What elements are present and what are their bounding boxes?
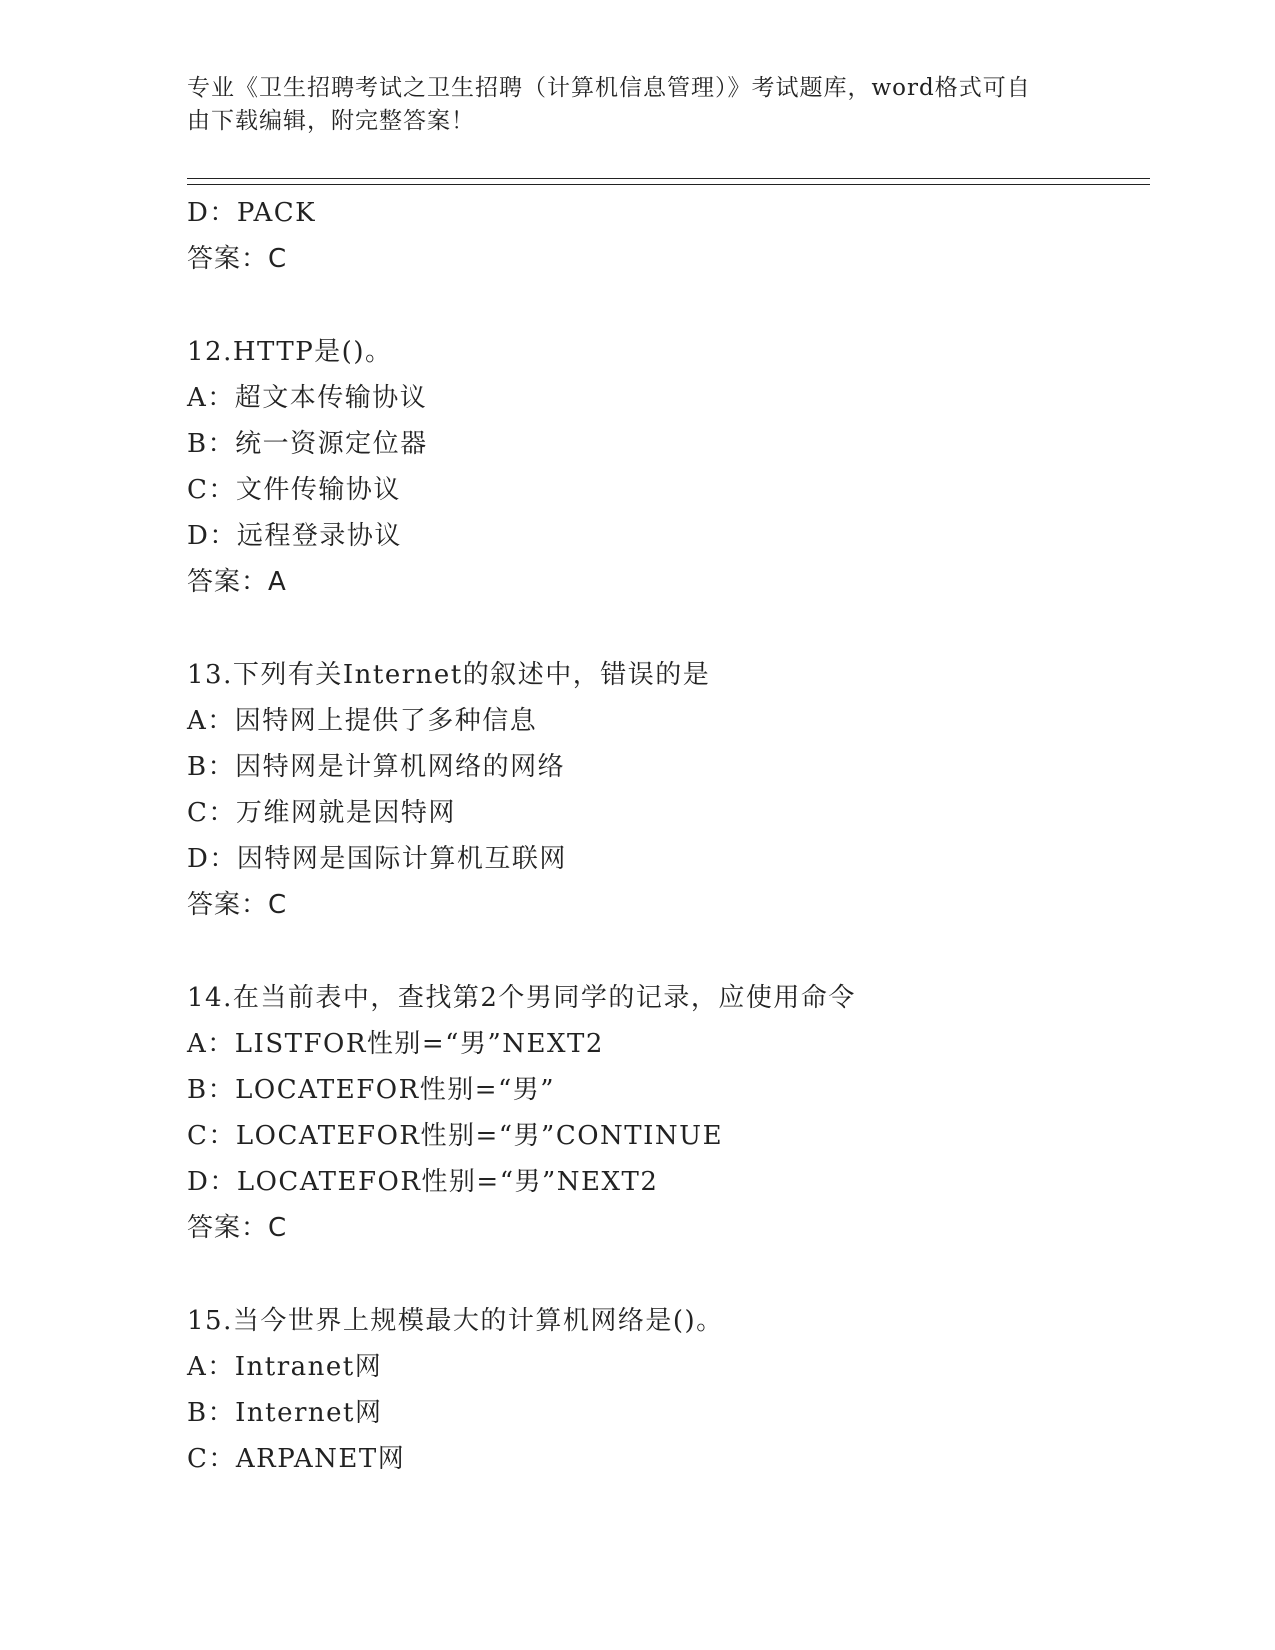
question-stem: 12.HTTP是()。 <box>187 337 393 367</box>
option-c: C：文件传输协议 <box>187 475 401 505</box>
answer-line: 答案：C <box>187 890 288 920</box>
answer-line: 答案：C <box>187 244 288 274</box>
option-d: D：PACK <box>187 198 317 228</box>
option-a: A：超文本传输协议 <box>187 383 428 413</box>
spacer <box>187 1251 1147 1298</box>
answer-line: 答案：A <box>187 567 287 597</box>
option-a: A：LISTFOR性别=“男”NEXT2 <box>187 1029 604 1059</box>
option-c: C：万维网就是因特网 <box>187 798 456 828</box>
option-a: A：Intranet网 <box>187 1352 383 1382</box>
option-d: D：因特网是国际计算机互联网 <box>187 844 567 874</box>
option-d: D：LOCATEFOR性别=“男”NEXT2 <box>187 1167 659 1197</box>
header-title-line-2: 由下载编辑，附完整答案！ <box>187 108 475 134</box>
previous-question-tail <box>187 190 1147 282</box>
header-title-line-1: 专业《卫生招聘考试之卫生招聘（计算机信息管理）》考试题库，word格式可自 <box>187 75 1031 101</box>
spacer <box>187 282 1147 329</box>
spacer <box>187 605 1147 652</box>
option-a: A：因特网上提供了多种信息 <box>187 706 538 736</box>
option-b: B：LOCATEFOR性别=“男” <box>187 1075 556 1105</box>
question-stem: 13.下列有关Internet的叙述中，错误的是 <box>187 660 711 690</box>
question-list <box>187 190 1147 1482</box>
option-b: B：Internet网 <box>187 1398 383 1428</box>
question-12 <box>187 329 1147 605</box>
question-stem: 14.在当前表中，查找第2个男同学的记录，应使用命令 <box>187 983 856 1013</box>
question-13 <box>187 652 1147 928</box>
question-stem: 15.当今世界上规模最大的计算机网络是()。 <box>187 1306 724 1336</box>
option-b: B：统一资源定位器 <box>187 429 428 459</box>
option-d: D：远程登录协议 <box>187 521 402 551</box>
document-header <box>187 72 1077 138</box>
option-c: C：LOCATEFOR性别=“男”CONTINUE <box>187 1121 724 1151</box>
option-c: C：ARPANET网 <box>187 1444 406 1474</box>
header-divider <box>187 178 1150 185</box>
question-15 <box>187 1298 1147 1482</box>
spacer <box>187 928 1147 975</box>
option-b: B：因特网是计算机网络的网络 <box>187 752 566 782</box>
answer-line: 答案：C <box>187 1213 288 1243</box>
question-14 <box>187 975 1147 1251</box>
